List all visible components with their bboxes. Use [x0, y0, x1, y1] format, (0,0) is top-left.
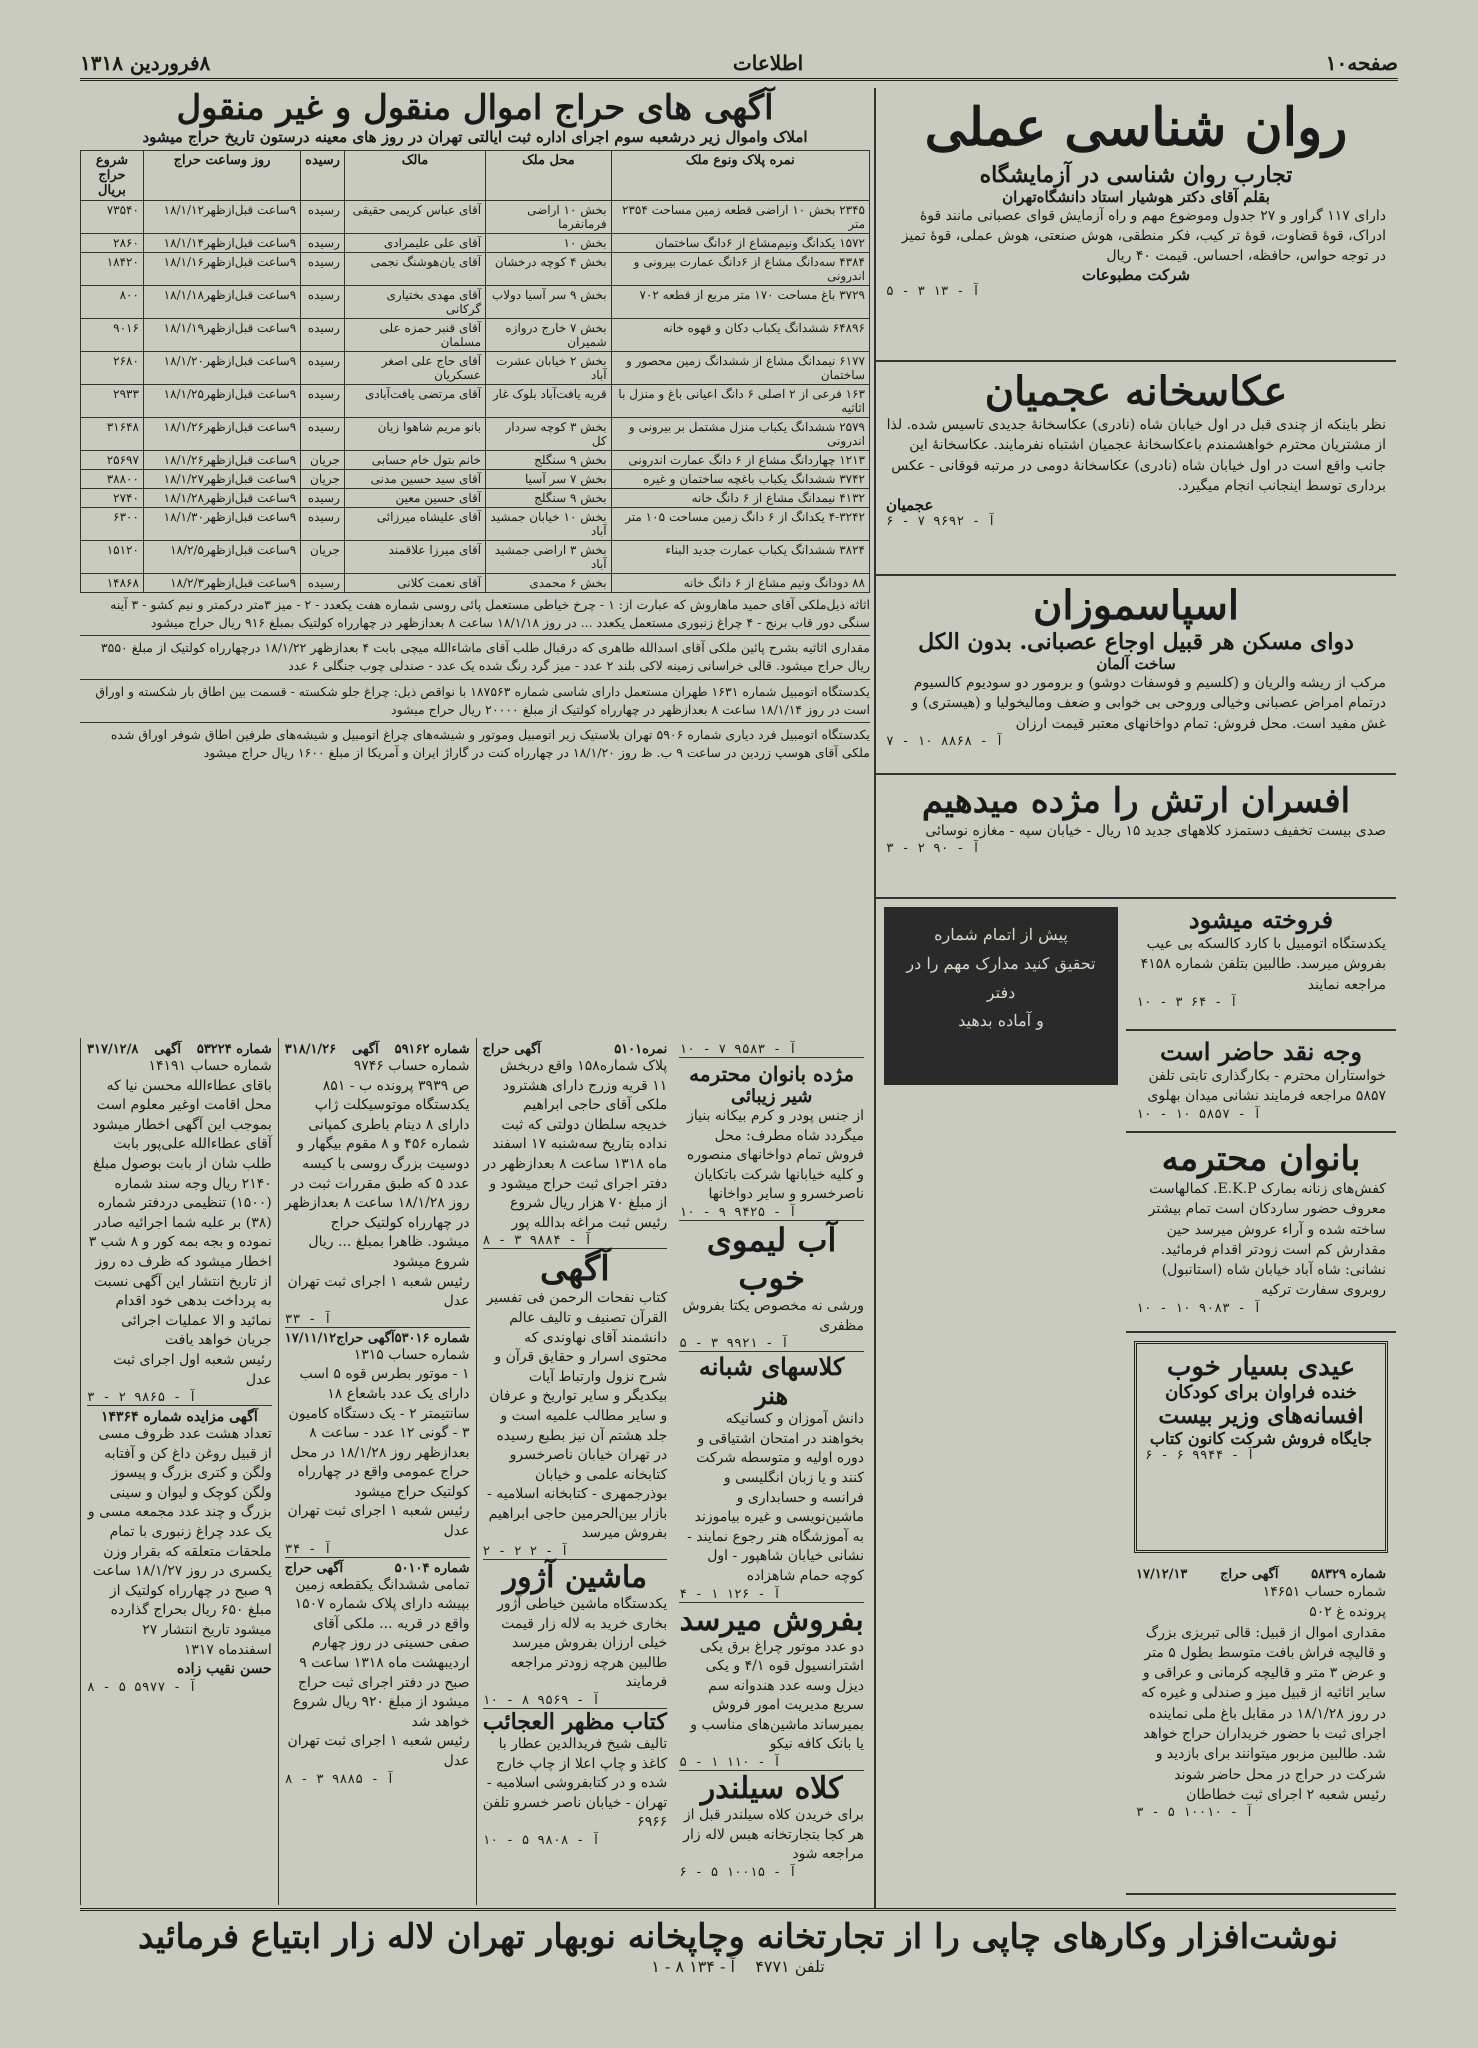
notice-account: شماره حساب ۱۴۶۵۱: [1262, 1584, 1386, 1600]
notice-body: مقداری اموال از قبیل: قالی تبریزی بزرگ و قالیچه فراش بافت متوسط بطول ۵ متر و عرض ۳ متر و قالیچه کرمانی و عراقی و سایر اثاثیه از قبیل میز و صندلی و غیره که در روز ۱۸/۱/۲۸ در مقابل باغ ملی نماینده اجرای ثبت با حضور خریداران حراج خواهد شد. طالبین مزبور میتوانند برای بازدید و شرکت در حراج در محل حاضر شوند: [1141, 1624, 1386, 1783]
ad-title: آب لیموی خوب: [679, 1220, 864, 1297]
auction-cell: جریان: [301, 470, 345, 489]
notice-header: [483, 1042, 668, 1057]
auction-subtitle: املاک واموال زیر درشعبه سوم اجرای اداره ثبت ایالتی تهران در روز های معینه درستون تاریخ حراج میشود: [142, 128, 808, 146]
auction-note: مقداری اثاثیه بشرح پائین ملکی آقای اسدالله طاهری که درقبال طلب آقای ماشاءالله میچی بابت ۴ بعدازظهر ۱۸/۱/۲۲ درچهارراه کولتیک از مبلغ ۳۵۵۰ ریال حراج میشود. قالی خراسانی زمینه لاکی بلند ۲ عدد - میز گرد رنگ شده یک عدد - صندلی چوب جنگلی ۶ عدد: [80, 636, 870, 679]
auction-row: [81, 574, 870, 593]
ad-body: ورشی نه مخصوص یکتا بفروش مظفری: [682, 1297, 864, 1334]
notice-file: پرونده غ ۵۰۲: [1309, 1604, 1386, 1621]
ad-signature: عجمیان: [886, 496, 934, 515]
page-number: صفحه۱۰: [1325, 51, 1398, 75]
auction-cell: آقای مهدی بختیاری گرکانی: [344, 286, 485, 319]
ad-code: آ - ۹۴۲۵ ۹ - ۱۰: [679, 1204, 797, 1220]
auction-cell: خانم بتول خام حسابی: [344, 451, 485, 470]
auction-cell: ۴۱۳۲ نیمدانگ مشاع از ۶ دانگ خانه: [611, 489, 869, 508]
auction-row: [81, 489, 870, 508]
notice-date: ۳۱۸/۱/۲۶: [284, 1042, 337, 1057]
auction-cell: ۹ساعت قبل‌ازظهر۱۸/۱/۲۷: [143, 470, 300, 489]
notice-header: [1136, 1567, 1386, 1582]
auction-cell: رسیده: [301, 385, 345, 418]
auction-cell: ۹ساعت قبل‌ازظهر۱۸/۱/۱۸: [143, 286, 300, 319]
auction-cell: ۲۵۷۹ ششدانگ یکباب منزل مشتمل بر بیرونی و اندرونی: [611, 418, 869, 451]
issue-date: ۸فروردین ۱۳۱۸: [80, 51, 211, 75]
auction-cell: ۹ساعت قبل‌ازظهر۱۸/۲/۳: [143, 574, 300, 593]
auction-cell: ۹ساعت قبل‌ازظهر۱۸/۱/۲۶: [143, 418, 300, 451]
auction-cell: جریان: [301, 451, 345, 470]
auction-cell: بخش ۱۰ اراضی فرمانفرما: [486, 201, 612, 234]
notice-body: یکدستگاه موتوسیکلت ژاپ دارای ۸ دینام باطری کمپانی شماره ۴۵۶ و ۸ مقوم بیگهار و دوسیت بزرگ روسی با کیسه عدد ۵ که طبق مقررات ثبت در روز ۱۸/۱/۲۸ ساعت ۸ بعدازظهر در چهارراه کولتیک حراج میشود. ظاهرا بمبلغ ... ریال شروع میشود: [284, 1097, 470, 1270]
notice-header: [285, 1327, 470, 1346]
ad-body: مرکب از ریشه والریان و (کلسیم و فوسفات دوشو) و برومور دو سودیوم کالسیوم درتمام امراض عصبانی وخیالی وروحی بی خوابی و ضعف وماليخوليا و (هیستری) و غش مفید است. محل فروش: تمام دواخانهای معتبر قیمت ارزان: [911, 675, 1386, 732]
auction-cell: ۳۸۲۴ ششدانگ یکباب عمارت جدید البناء: [611, 541, 869, 574]
ad-code: آ - ۱۱۰ ۱ - ۵: [679, 1755, 782, 1771]
notice-code: آ - ۵۹۷۷ ۵ - ۸: [87, 1679, 197, 1695]
ad-title: ماشین آژور: [483, 1559, 668, 1595]
auction-cell: بخش ۷ خارج دروازه شمیران: [486, 319, 612, 352]
col-header: محل ملک: [486, 151, 612, 201]
ad-body: خواستاران محترم - بکارگذاری تابتی تلفن ۵۸۵۷ مراجعه فرمایند نشانی میدان بهلوی: [1147, 1068, 1386, 1105]
col-header: رسیده: [301, 151, 345, 201]
banovan-ad: [1126, 1133, 1396, 1333]
ornate-column: [876, 899, 1126, 1895]
auction-row: [81, 352, 870, 385]
notice-title: آگهی حراج: [284, 1560, 344, 1576]
auction-cell: رسیده: [301, 489, 345, 508]
column-c: [476, 1038, 674, 1905]
auction-cell: ۱۸۴۲۰: [81, 253, 144, 286]
column-a: [80, 1038, 278, 1905]
auction-cell: جریان: [301, 541, 345, 574]
auction-cell: ۹ساعت قبل‌ازظهر۱۸/۱/۱۹: [143, 319, 300, 352]
auction-cell: ۹ساعت قبل‌ازظهر۱۸/۱/۱۶: [143, 253, 300, 286]
ornate-line: پیش از اتمام شماره: [934, 925, 1068, 944]
notice-date: ۳۱۷/۱۲/۸: [87, 1042, 139, 1057]
auction-cell: ۲۶۸۰: [81, 352, 144, 385]
notice-code: آ - ۱۰۰۱۰ ۵ - ۳: [1136, 1805, 1254, 1821]
afsaran-ad: [876, 775, 1396, 899]
ad-body: کفش‌های زنانه بمارک E.K.P. کمالهاست معروف حضور ساردکان است تمام بیشتر ساخته شده و آراء عروش میرسد حین مقدارش کم است زودتر اقدام فرمائید. نشانی: شاه آباد خیابان شاه (استانبول) روبروی سفارت ترکیه: [1148, 1181, 1386, 1299]
ad-subtitle: دوای مسکن هر قبیل اوجاع عصبانی. بدون الکل: [918, 629, 1354, 655]
auction-cell: ۹ساعت قبل‌ازظهر۱۸/۱/۱۲: [143, 201, 300, 234]
auction-cell: آقای حسین معین: [344, 489, 485, 508]
notice-sign: رئیس ثبت مراغه بدالله پور: [511, 1214, 668, 1231]
ad-body: برای خریدن کلاه سیلندر قبل از هر کجا بتجارتخانه هبس لاله زار مراجعه شود: [683, 1807, 864, 1863]
auction-row: [81, 234, 870, 253]
auction-cell: ۹ساعت قبل‌ازظهر۱۸/۱/۲۸: [143, 489, 300, 508]
notice-sign: رئیس شعبه ۲ اجرای ثبت خطاطان: [1186, 1786, 1386, 1803]
auction-cell: رسیده: [301, 508, 345, 541]
ad-body: یکدستگاه ماشین خیاطی آژور بخاری خرید به لاله زار قیمت خیلی ارزان بفروش میرسد طالبین هرچه زودتر مراجعه فرمایند: [497, 1596, 668, 1691]
notice-title: آگهی مزایده شماره ۱۴۳۶۴: [87, 1405, 272, 1425]
notice-title: آگهی حراج: [336, 1330, 395, 1346]
ad-code: آ - ۹۸۰۸ ۵ - ۱۰: [482, 1833, 600, 1848]
ad-body: صدی بیست تخفیف دستمزد کلاههای جدید ۱۵ ریال - خیابان سپه - مغازه نوسائی: [925, 823, 1386, 839]
notice-body: تمامی ششدانگ یکقطعه زمین بپیشه دارای پلاک شماره ۱۵۰۷ واقع در قریه ... ملکی آقای صفی حسینی در روز چهارم اردیبهشت ماه ۱۳۱۸ ساعت ۹ صبح در دفتر اجرای ثبت حراج میشود از مبلغ ۹۲۰ ریال شروع خواهد شد: [292, 1576, 470, 1730]
notice-code: آ - ۳۴: [284, 1541, 332, 1557]
notice-sign: رئیس شعبه ۱ اجرای ثبت تهران عدل: [287, 1733, 470, 1769]
auction-cell: ۹ساعت قبل‌ازظهر۱۸/۱/۲۵: [143, 385, 300, 418]
notice-number: شماره ۵۸۳۲۹: [1311, 1567, 1386, 1582]
ravanshenasi-ad: [876, 88, 1396, 362]
auction-row: [81, 508, 870, 541]
ad-title: روان شناسی عملی: [924, 97, 1348, 158]
auction-cell: ۹ساعت قبل‌ازظهر۱۸/۲/۵: [143, 541, 300, 574]
notice-code: آ - ۹۸۸۵ ۳ - ۸: [284, 1771, 395, 1787]
notice-body: ۱ - موتور بطرس قوه ۵ اسب دارای یک عدد باشعاع ۱۸ سانتیمتر ۲ - یک دستگاه کامیون ۳ - گونی ۱۲ عدد - ساعت ۸ بعدازظهر روز ۱۸/۱/۲۸ در محل حراج عمومی واقع در چهارراه کولتیک حراج میشود: [288, 1366, 470, 1500]
auction-row: [81, 470, 870, 489]
ad-line: جایگاه فروش شرکت کانون کتاب: [1149, 1429, 1373, 1448]
auction-cell: رسیده: [301, 201, 345, 234]
ornate-line: و آماده بدهید: [958, 1011, 1044, 1031]
auction-cell: ۶۴۸۹۶ ششدانگ یکباب دکان و قهوه خانه: [611, 319, 869, 352]
notice-number: نمره۵۱۰۱: [614, 1042, 668, 1057]
notice-number: شماره ۵۰۱۰۴: [394, 1560, 470, 1576]
ad-title: کلاه سیلندر: [679, 1770, 864, 1806]
auction-cell: آقای نعمت کلانی: [344, 574, 485, 593]
auction-cell: آقای قنبر حمزه علی مسلمان: [344, 319, 485, 352]
espasmozan-ad: [876, 576, 1396, 775]
notice-title: آگهی حراج: [1220, 1567, 1279, 1582]
auction-note: اثاثه ذیل‌ملکی آقای حمید ماهاروش که عبارت از: ۱ - چرخ خیاطی مستعمل پائی روسی شماره هفت یکعدد - ۲ - میز ۳متر درکمتر و نیم کشو - ۳ آینه سنگی دور قاب برنج - ۴ چراغ زنبوری مستعمل یکعدد ... در روز ۱۸/۱/۱۸ ساعت ۸ بعدازظهر در چهارراه کولتیک بمبلغ ۹۱۶ ریال حراج میشود: [80, 593, 870, 636]
auction-cell: آقای علیشاه میرزائی: [344, 508, 485, 541]
foroukhteh-ad: [1126, 899, 1396, 1031]
auction-cell: آقای حاج علی اصغر عسکریان: [344, 352, 485, 385]
right-split-row: [876, 899, 1396, 1895]
auction-cell: رسیده: [301, 234, 345, 253]
newspaper-name: اطلاعات: [732, 51, 804, 75]
auction-cell: بخش ۳ اراضی جمشید آباد: [486, 541, 612, 574]
notice-number: شماره ۵۳۰۱۶: [394, 1330, 470, 1346]
auction-cell: ۹۰۱۶: [81, 319, 144, 352]
ad-publisher: شرکت مطبوعات: [1081, 266, 1191, 285]
ad-line: خنده فراوان برای کودکان: [1165, 1382, 1357, 1403]
banner-phone: تلفن ۴۷۷۱: [755, 1957, 825, 1976]
ad-body: دانش آموزان و کسانیکه بخواهند در امتحان اشتیاقی و دوره اولیه و متوسطه شرکت کنند و یا زبان انگلیسی و فرانسه و حسابداری و ماشین‌نویسی و غیره بیاموزند به آموزشگاه هنر رجوع نمایند - نشانی خیابان شاهپور - اول کوچه حمام شاهزاده: [687, 1411, 864, 1584]
ad-title: مژده بانوان محترمه: [679, 1057, 864, 1086]
auction-cell: ۴-۳۲۴۲ یکدانگ از ۶ دانگ زمین مساحت ۱۰۵ متر: [611, 508, 869, 541]
ad-code: آ - ۹۹۲۱ ۳ - ۵: [679, 1336, 789, 1352]
auction-cell: آقای میرزا علاقمند: [344, 541, 485, 574]
ad-origin: ساخت آلمان: [1096, 655, 1176, 673]
right-column: [874, 88, 1396, 1908]
auction-cell: ۹ساعت قبل‌ازظهر۱۸/۱/۲۰: [143, 352, 300, 385]
haraj-right-ad: [1126, 1561, 1396, 1895]
notice-date: ۱۷/۱۱/۱۲: [284, 1330, 337, 1346]
ad-subtitle: تجارب روان شناسی در آزمایشگاه: [979, 161, 1293, 188]
auction-cell: ۲۹۳۳: [81, 385, 144, 418]
notice-code: آ - ۹۸۶۵ ۲ - ۳: [87, 1390, 197, 1406]
auction-cell: ۱۵۱۲۰: [81, 541, 144, 574]
auction-note: یکدستگاه اتومبیل فرد دیاری شماره ۵۹۰۶ تهران بلاستیک زیر اتومبیل وموتور و شیشه‌های چراغ اتومبیل و شیشه‌های طرفین اطاق شوفر اوراق شده ملکی آقای هوسپ زردین در ساعت ۹ ب. ظ روز ۱۸/۱/۲۰ در چهارراه کنت در گاراژ ایران و آمریکا از مبلغ ۱۶۰۰ ریال حراج میشود: [110, 726, 870, 760]
page-header: [80, 48, 1398, 81]
notice-file: ص ۳۹۳۹ پرونده ب - ۸۵۱: [322, 1077, 470, 1094]
right-subcolumn: [1126, 899, 1396, 1895]
auction-cell: بخش ۱۰: [486, 234, 612, 253]
auction-cell: ۷۳۵۴۰: [81, 201, 144, 234]
ornate-ad: [884, 907, 1118, 1085]
ad-title: اسپاسموزان: [1033, 582, 1239, 629]
notice-header: [285, 1042, 470, 1057]
auction-cell: بخش ۶ محمدی: [486, 574, 612, 593]
col-header: روز وساعت حراج: [143, 151, 300, 201]
auction-title: آگهی های حراج اموال منقول و غیر منقول: [176, 88, 774, 128]
auction-cell: رسیده: [301, 319, 345, 352]
ad-title: افسران ارتش را مژده میدهیم: [921, 781, 1351, 821]
notice-date: ۱۷/۱۲/۱۳: [1136, 1567, 1188, 1582]
auction-cell: ۶۱۷۷ نیمدانگ مشاع از ششدانگ زمین محصور و ساختمان: [611, 352, 869, 385]
auction-cell: ۳۷۴۲ ششدانگ یکباب باغچه ساختمان و غیره: [611, 470, 869, 489]
ad-code: آ - ۹۵۸۳ ۷ - ۱۰: [679, 1042, 797, 1057]
ad-body: از جنس پودر و کرم بیکانه بنیاز میگردد شاه مطرف: محل فروش تمام دواخانهای منصوره و کلیه خیابانها شرکت باتکایان ناصرخسرو و سایر دواخانها: [686, 1108, 864, 1203]
ad-code: آ - ۶۴ ۳ - ۱۰: [1136, 994, 1238, 1010]
akkaskhaneh-ad: [876, 362, 1396, 576]
notice-header: [285, 1557, 470, 1576]
auction-cell: ۹ساعت قبل‌ازظهر۱۸/۱/۲۶: [143, 451, 300, 470]
ad-title: عیدی بسیار خوب: [1166, 1352, 1356, 1382]
auction-row: [81, 201, 870, 234]
auction-cell: ۱۲۱۳ چهاردانگ مشاع از ۶ دانگ عمارت اندرونی: [611, 451, 869, 470]
vajh-naghd-ad: [1126, 1031, 1396, 1133]
ad-code: آ - ۹۹۴۴ ۶ - ۶: [1145, 1448, 1255, 1463]
auction-cell: رسیده: [301, 574, 345, 593]
notice-title: آگهی: [154, 1042, 181, 1057]
ad-code: آ - ۱۰۰۱۵ ۵ - ۶: [679, 1864, 797, 1880]
notice-body: پلاک شماره۱۵۸ واقع دربخش ۱۱ قریه وزرج دارای هشترود ملکی آقای حاجی ابراهیم خدیجه سلطان دولتی که ثبت نداده بتاریخ سه‌شنبه ۱۷ اسفند ماه ۱۳۱۸ ساعت ۸ بعدازظهر در دفتر اجرای ثبت حراج میشود و از مبلغ ۷۰ هزار ریال شروع: [483, 1058, 668, 1212]
col-header: شروع حراج بریال: [81, 151, 144, 201]
column-d: [673, 1038, 870, 1905]
auction-cell: ۶۳۰۰: [81, 508, 144, 541]
ad-code: آ - ۸۸۶۸ ۱۰ - ۷: [886, 733, 1004, 749]
notice-header: [87, 1042, 272, 1057]
ad-code: آ - ۹۰ ۲ - ۳: [886, 841, 980, 857]
auction-cell: ۳۸۸۰۰: [81, 470, 144, 489]
ad-title: کلاسهای شبانه هنر: [679, 1351, 864, 1410]
auction-cell: رسیده: [301, 286, 345, 319]
col-header: نمره پلاک ونوع ملک: [611, 151, 869, 201]
ad-code: آ - ۲ ۲ - ۲: [482, 1544, 569, 1560]
ad-code: آ - ۵۸۵۷ ۱۰ - ۱۰: [1136, 1106, 1262, 1122]
banner-code: آ - ۱۳۴ ۸ - ۱: [651, 1957, 735, 1976]
auction-cell: ۲۷۴۰: [81, 489, 144, 508]
auction-cell: بخش ۷ سر آسیا: [486, 470, 612, 489]
bottom-banner: [80, 1908, 1396, 1991]
lower-section: [80, 1038, 870, 1905]
notice-body: تعداد هشت عدد ظروف مسی از قبیل روغن داغ کن و آفتابه ولگن و کتری بزرگ و پیسوز ولگن کوچک و لیوان و سینی بزرگ و چند عدد مجمعه مسی و یک عدد چراغ زنبوری با تمام ملحقات متعلقه که بقرار وزن یکسری در روز ۱۸/۱/۲۷ ساعت ۹ صبح در چهارراه کولتیک از مبلغ ۶۵۰ ریال بحراج گذارده میشود تاریخ انتشار ۲۷ اسفندماه ۱۳۱۷: [87, 1426, 272, 1658]
auction-cell: بخش ۳ کوچه سردار کل: [486, 418, 612, 451]
notice-body: باقای عطاءالله محسن نیا که محل اقامت اوغیر معلوم است بموجب این آگهی اخطار میشود آقای عطاءالله علی‌پور بابت طلب شان از بابت بوصول مبلغ ۲۱۴۰ ریال وجه سند شماره (۱۵۰۰) تنظیمی دردفتر شماره (۳۸) بر علیه شما اجرائیه صادر نموده و بجه بمه کور و ۸ شب ۳ اخطار میشود که ظرف ده روز از تاریخ انتشار این آگهی نسبت به پرداخت بدهی خود اقدام نمائید و الا عملیات اجرائی جریان خواهد یافت: [88, 1077, 272, 1349]
auction-cell: قریه یافت‌آباد بلوک غار: [486, 385, 612, 418]
auction-cell: ۸۸ دودانگ ونیم مشاع از ۶ دانگ خانه: [611, 574, 869, 593]
auction-row: [81, 451, 870, 470]
ad-body: دارای ۱۱۷ گراور و ۲۷ جدول وموضوع مهم و راه آزمایش قوای عصبانی مانند قوهٔ ادراک، قوهٔ قضاوت، قوهٔ تر کیب، فکر منطقی، هوش صنعتی، هوش عملی، قوهٔ تمیز در توجه حواس، حافظه، احساس. قیمت ۴۰ ریال: [901, 207, 1386, 265]
ad-code: آ - ۹۵۶۹ ۸ - ۱۰: [482, 1693, 600, 1709]
ad-title: کتاب مظهر العجائب: [482, 1709, 667, 1736]
auction-cell: آقای یان‌هوشنگ نجمی: [344, 253, 485, 286]
ad-title: بفروش میرسد: [679, 1602, 864, 1638]
auction-cell: ۳۱۶۴۸: [81, 418, 144, 451]
auction-cell: ۳۷۲۹ باغ مساحت ۱۷۰ متر مربع از قطعه ۷۰۲: [611, 286, 869, 319]
notice-number: شماره ۵۳۲۲۴: [196, 1042, 272, 1057]
auction-row: [81, 385, 870, 418]
auction-cell: ۱۴۸۶۸: [81, 574, 144, 593]
auction-cell: بانو مریم شاهوا زیان: [344, 418, 485, 451]
ad-title: وجه نقد حاضر است: [1160, 1037, 1362, 1066]
auction-cell: ۹ساعت قبل‌ازظهر۱۸/۱/۱۴: [143, 234, 300, 253]
auction-cell: ۱۵۷۲ یکدانگ ونیم‌مشاع از ۶دانگ ساختمان: [611, 234, 869, 253]
banner-details: [80, 1957, 1396, 1976]
notice-sign: رئیس شعبه ۱ اجرای ثبت تهران عدل: [287, 1503, 470, 1540]
auction-cell: بخش ۱۰ خیابان جمشید آباد: [486, 508, 612, 541]
notice-number: شماره ۵۹۱۶۲: [394, 1042, 470, 1057]
auction-cell: آقای علی علیمرادی: [344, 234, 485, 253]
auction-cell: ۴۳۸۴ سه‌دانگ مشاع از ۶دانگ عمارت بیرونی و اندرونی: [611, 253, 869, 286]
auction-cell: رسیده: [301, 352, 345, 385]
ornate-line: تحقیق کنید مدارک مهم را در دفتر: [906, 953, 1096, 1002]
notice-account: شماره حساب ۱۴۱۹۱: [148, 1058, 272, 1074]
auction-cell: آقای عباس کریمی حقیقی: [344, 201, 485, 234]
column-b: [278, 1038, 476, 1905]
notice-sign: رئیس شعبه ۱ اجرای ثبت تهران عدل: [287, 1273, 470, 1310]
auction-row: [81, 541, 870, 574]
ad-code: آ - ۱۳ ۳ - ۵: [886, 284, 980, 300]
ad-title: آگهی: [483, 1248, 668, 1289]
ad-line: افسانه‌های وزیر بیست: [1158, 1403, 1364, 1429]
notice-sign: رئیس شعبه اول اجرای ثبت عدل: [113, 1351, 272, 1388]
ad-body: کتاب نفحات الرحمن فی تفسیر القرآن تصنیف و تالیف عالم دانشمند آقای نهاوندی که محتوی اسرار و حقایق قرآن و شرح نزول وارتباط آیات بیکدیگر و سایر تواریخ و عرفان و سایر مطالب علمیه است و جلد هشتم آن نیز بطبع رسیده در تهران خیابان ناصرخسرو کتابخانه علمی و خیابان بوذرجمهری - کتابخانه اسلامیه - بازار بین‌الحرمین حاجی ابراهیم بفروش میرسد: [486, 1290, 668, 1542]
banner-text: نوشت‌افزار وکارهای چاپی را از تجارتخانه وچاپخانه نوبهار تهران لاله زار ابتیاع فرمائید: [137, 1917, 1339, 1957]
ad-body: دو عدد موتور چراغ برق یکی اشترانسیول قوه ۴/۱ و یکی دیزل وسه عدد هندوانه سم سریع مدیریت امور فروش بمیرساند ماشین‌های مناسب و یا بانک کافه نیکو: [690, 1638, 864, 1753]
auction-cell: رسیده: [301, 418, 345, 451]
notice-sign: حسن نقیب زاده: [177, 1661, 272, 1678]
notice-account: شماره حساب ۹۷۴۶: [353, 1058, 470, 1074]
auction-cell: آقای مرتضی یافت‌آبادی: [344, 385, 485, 418]
auction-cell: ۸۰۰: [81, 286, 144, 319]
ad-subtitle: شیر زیبائی: [730, 1086, 813, 1107]
auction-note: یکدستگاه اتومبیل شماره ۱۶۳۱ طهران مستعمل دارای شاسی شماره ۱۸۷۵۶۳ با نواقص ذیل: چراغ جلو شکسته - قسمت بین اطاق بار شکسته و اوراق است در روز ۱۸/۱/۱۴ ساعت ۸ بعدازظهر در چهارراه کولتیک از مبلغ ۲۰۰۰۰ ریال حراج میشود: [80, 680, 870, 723]
ad-title: عکاسخانه عجمیان: [984, 368, 1288, 415]
ad-body: یکدستگاه اتومبیل با کارد کالسکه بی عیب بفروش میرسد. طالبین بتلفن شماره ۴۱۵۸ مراجعه نمایند: [1140, 936, 1386, 993]
auction-row: [81, 286, 870, 319]
ad-code: آ - ۹۰۸۳ ۱۰ - ۱۰: [1136, 1300, 1262, 1316]
ad-title: فروخته میشود: [1188, 905, 1334, 934]
ad-body: تالیف شیخ فریدالدین عطار با کاغذ و چاپ اعلا از چاپ خارج شده و در کتابفروشی اسلامیه - تهران - خیابان ناصر خسرو تلفن ۶۹۶۶: [482, 1736, 668, 1831]
auction-cell: آقای سید حسین مدنی: [344, 470, 485, 489]
auction-row: [81, 418, 870, 451]
notice-code: آ - ۳۳: [284, 1311, 332, 1327]
notice-code: آ - ۹۸۸۴ ۳ - ۸: [482, 1233, 593, 1249]
auction-cell: بخش ۹ سنگلج: [486, 489, 612, 508]
auction-cell: بخش ۹ سنگلج: [486, 451, 612, 470]
auction-cell: بخش ۲ خیابان عشرت آباد: [486, 352, 612, 385]
auction-cell: رسیده: [301, 253, 345, 286]
ad-body: نظر باینکه از چندی قبل در اول خیابان شاه (نادری) عکاسخانهٔ جدیدی تاسیس شده. لذا از مشتریان محترم خواهشمندم باعکاسخانهٔ عجمیان اشتباه نفرمایند. عکاسخانهٔ این جانب واقع است در اول خیابان شاه (نادری) عکاسخانهٔ دومی در مرتبه فوقانی - عکس برداری توسط اینجانب انجام میگیرد.: [886, 417, 1386, 494]
auction-cell: بخش ۹ سر آسیا دولاب: [486, 286, 612, 319]
auction-cell: ۲۵۶۹۷: [81, 451, 144, 470]
auction-section: [80, 88, 870, 1088]
notice-account: شماره حساب ۱۳۱۵: [353, 1346, 470, 1363]
auction-cell: بخش ۴ کوچه درخشان: [486, 253, 612, 286]
ad-title: بانوان محترمه: [1161, 1139, 1361, 1179]
auction-cell: ۹ساعت قبل‌ازظهر۱۸/۱/۳۰: [143, 508, 300, 541]
notice-title: آگهی: [352, 1042, 379, 1057]
auction-table: [80, 150, 870, 593]
auction-cell: ۲۸۶۰: [81, 234, 144, 253]
auction-row: [81, 253, 870, 286]
col-header: مالک: [344, 151, 485, 201]
eydi-ad: [1134, 1341, 1388, 1553]
ad-code: آ - ۱۲۶ ۱ - ۴: [679, 1586, 782, 1602]
auction-row: [81, 319, 870, 352]
ad-code: آ - ۹۶۹۲ ۷ - ۶: [886, 514, 996, 530]
ad-author: بقلم آقای دکتر هوشیار استاد دانشگاه‌تهران: [1002, 187, 1270, 206]
auction-cell: ۲۳۴۵ بخش ۱۰ اراضی قطعه زمین مساحت ۲۳۵۴ متر: [611, 201, 869, 234]
auction-cell: ۱۶۳ فرعی از ۲ اصلی ۶ دانگ اعیانی باغ و منزل با اثاثیه: [611, 385, 869, 418]
notice-title: آگهی حراج: [482, 1042, 541, 1057]
